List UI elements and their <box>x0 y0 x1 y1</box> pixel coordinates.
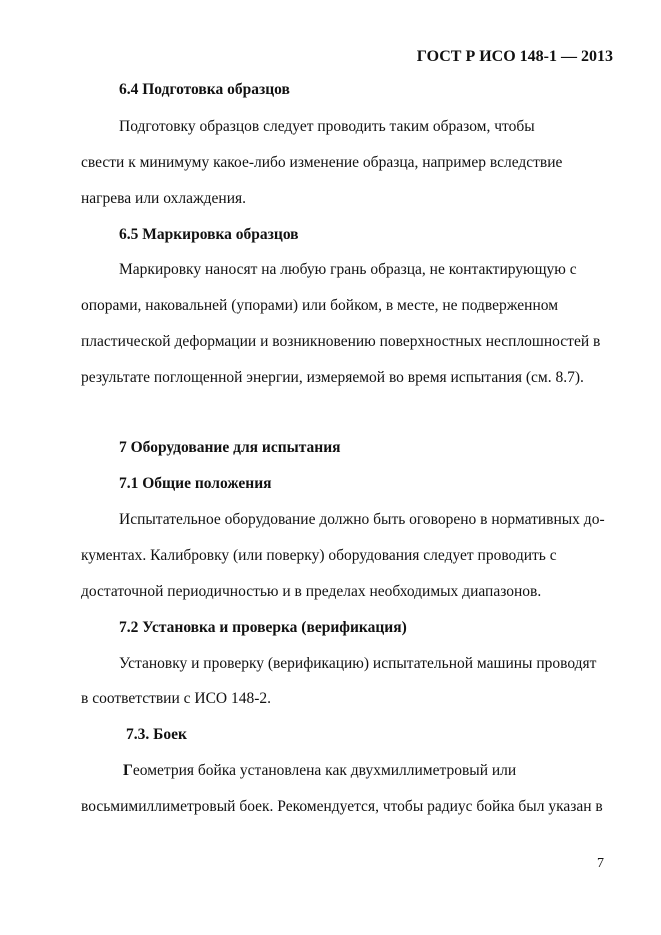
section-6-4-line-1: Подготовку образцов следует проводить таким образом, чтобы <box>119 118 535 135</box>
section-7-3-heading: 7.3. Боек <box>126 726 187 743</box>
section-7-2-line-2: в соответствии с ИСО 148-2. <box>81 690 272 707</box>
section-6-5-line-2: опорами, наковальней (упорами) или бойком, в месте, не подверженном <box>81 297 559 314</box>
section-7-1-line-3: достаточной периодичностью и в пределах необходимых диапазонов. <box>81 583 542 600</box>
section-7-3-line-1 <box>123 762 516 780</box>
page-number: 7 <box>597 856 604 871</box>
section-6-4-line-2: свести к минимуму какое-либо изменение образца, например вследствие <box>81 154 563 171</box>
section-6-5-line-1: Маркировку наносят на любую грань образца, не контактирующую с <box>119 261 577 278</box>
section-6-5-line-3: пластической деформации и возникновению поверхностных несплошностей в <box>81 333 601 350</box>
section-6-4-heading: 6.4 Подготовка образцов <box>119 81 290 98</box>
section-7-1-line-2: кументах. Калибровку (или поверку) оборудования следует проводить с <box>81 547 557 564</box>
section-7-3-first-letter: Г <box>123 762 133 779</box>
section-7-3-line-2: восьмимиллиметровый боек. Рекомендуется, чтобы радиус бойка был указан в <box>81 798 603 815</box>
section-7-1-heading: 7.1 Общие положения <box>119 475 272 492</box>
section-6-5-heading: 6.5 Маркировка образцов <box>119 226 299 243</box>
section-6-4-line-3: нагрева или охлаждения. <box>81 190 247 207</box>
section-7-3-line-1-rest: еометрия бойка установлена как двухмиллиметровый или <box>132 762 517 779</box>
section-7-heading: 7 Оборудование для испытания <box>119 439 341 456</box>
section-7-2-heading: 7.2 Установка и проверка (верификация) <box>119 619 407 636</box>
section-6-5-line-4: результате поглощенной энергии, измеряемой во время испытания (см. 8.7). <box>81 369 584 386</box>
section-7-2-line-1: Установку и проверку (верификацию) испытательной машины проводят <box>119 655 597 672</box>
section-7-1-line-1: Испытательное оборудование должно быть оговорено в нормативных до- <box>119 511 605 528</box>
document-code-header: ГОСТ Р ИСО 148-1 — 2013 <box>416 48 613 65</box>
